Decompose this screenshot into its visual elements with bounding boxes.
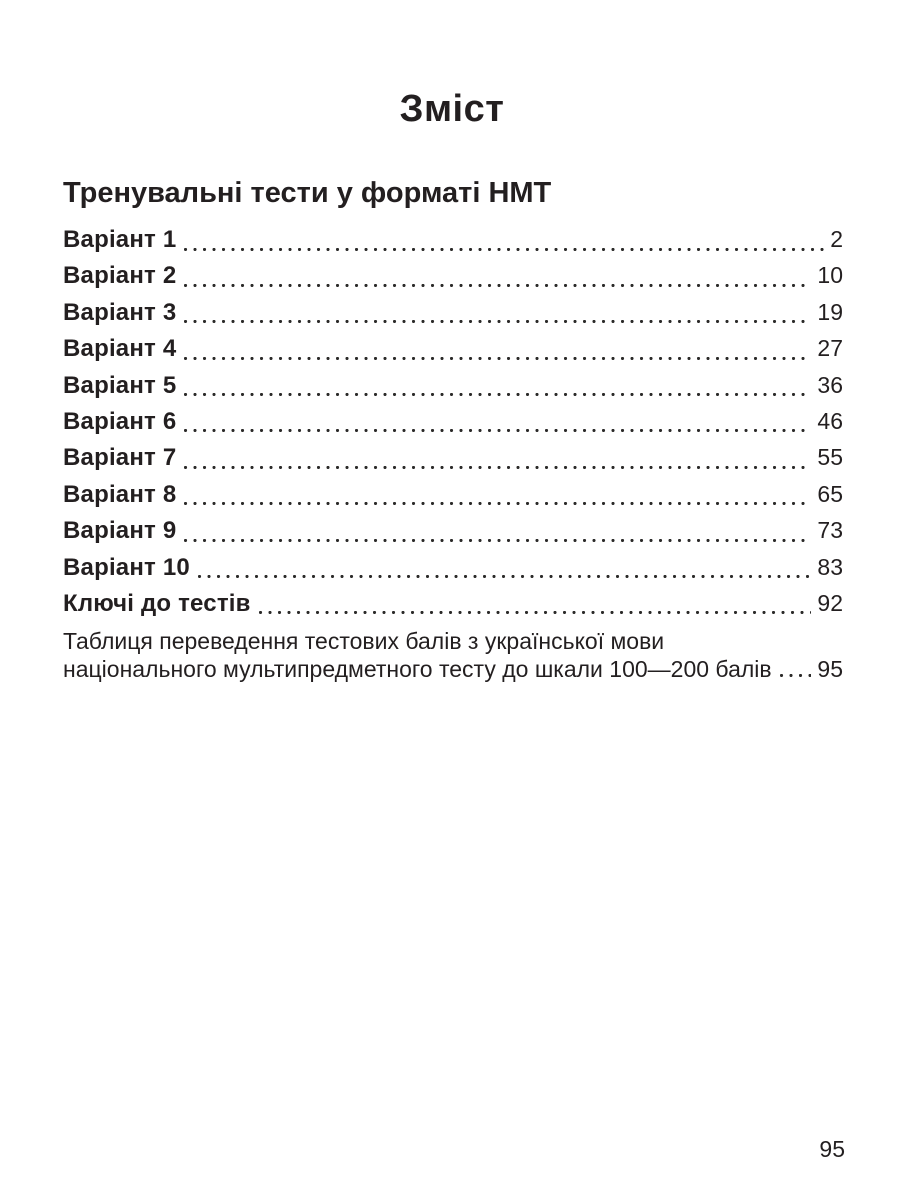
dot-leader-icon (182, 476, 811, 512)
dot-leader-icon (182, 367, 811, 403)
toc-entry-label-line2: національного мультипредметного тесту до шкали 100—200 балів (63, 656, 772, 683)
toc-entry-page: 19 (817, 298, 843, 325)
footer-page-number: 95 (819, 1136, 845, 1162)
dot-leader-icon (182, 512, 811, 548)
toc-entry-row (63, 403, 843, 439)
toc-entry-page: 65 (817, 480, 843, 507)
toc-entry-label: Варіант 1 (63, 226, 177, 253)
toc-entry-page: 36 (817, 371, 843, 398)
toc-entry-row (63, 294, 843, 330)
toc-entry-row (63, 257, 843, 293)
toc-entry-label: Варіант 2 (63, 262, 177, 290)
toc-entry-page: 73 (817, 517, 843, 544)
toc-entry-page: 27 (817, 335, 843, 362)
toc-entry-row (63, 476, 843, 512)
page-title: Зміст (399, 88, 505, 130)
toc-entry-label: Варіант 7 (63, 444, 177, 472)
toc-entry-label: Ключі до тестів (63, 589, 251, 617)
toc-entry-label: Варіант 5 (63, 371, 177, 399)
toc-entry-label: Варіант 4 (63, 335, 177, 363)
toc-entry-row (63, 330, 843, 366)
toc-entry-page: 92 (817, 589, 843, 616)
dot-leader-icon (182, 403, 811, 439)
toc-list (63, 221, 843, 683)
toc-entry-page: 10 (817, 262, 843, 289)
toc-entry-label: Варіант 9 (63, 517, 177, 545)
toc-entry-page: 55 (817, 444, 843, 471)
toc-entry-row (63, 585, 843, 621)
toc-entry-row (63, 367, 843, 403)
toc-entry-row (63, 549, 843, 585)
toc-entry-label: Варіант 10 (63, 553, 190, 581)
dot-leader-icon (196, 549, 811, 585)
toc-entry-label: Варіант 8 (63, 480, 177, 508)
toc-entry-multiline (63, 627, 843, 683)
toc-entry-row (63, 512, 843, 548)
toc-entry-page: 83 (817, 553, 843, 580)
toc-entry-page: 95 (817, 656, 843, 683)
toc-entry-row (63, 655, 843, 683)
dot-leader-icon (182, 439, 811, 475)
toc-entry-row (63, 221, 843, 257)
section-heading: Тренувальні тести у форматі НМТ (63, 177, 552, 209)
dot-leader-icon (182, 257, 811, 293)
toc-entry-label: Варіант 3 (63, 298, 177, 326)
dot-leader-icon (182, 330, 811, 366)
dot-leader-icon (778, 655, 812, 683)
dot-leader-icon (182, 294, 811, 330)
dot-leader-icon (182, 221, 824, 257)
toc-entry-label-line1: Таблиця переведення тестових балів з української мови (63, 628, 665, 655)
toc-entry-row (63, 439, 843, 475)
toc-entry-label: Варіант 6 (63, 407, 177, 435)
toc-entry-page: 2 (830, 226, 843, 252)
dot-leader-icon (257, 585, 812, 621)
toc-entry-page: 46 (817, 407, 843, 434)
